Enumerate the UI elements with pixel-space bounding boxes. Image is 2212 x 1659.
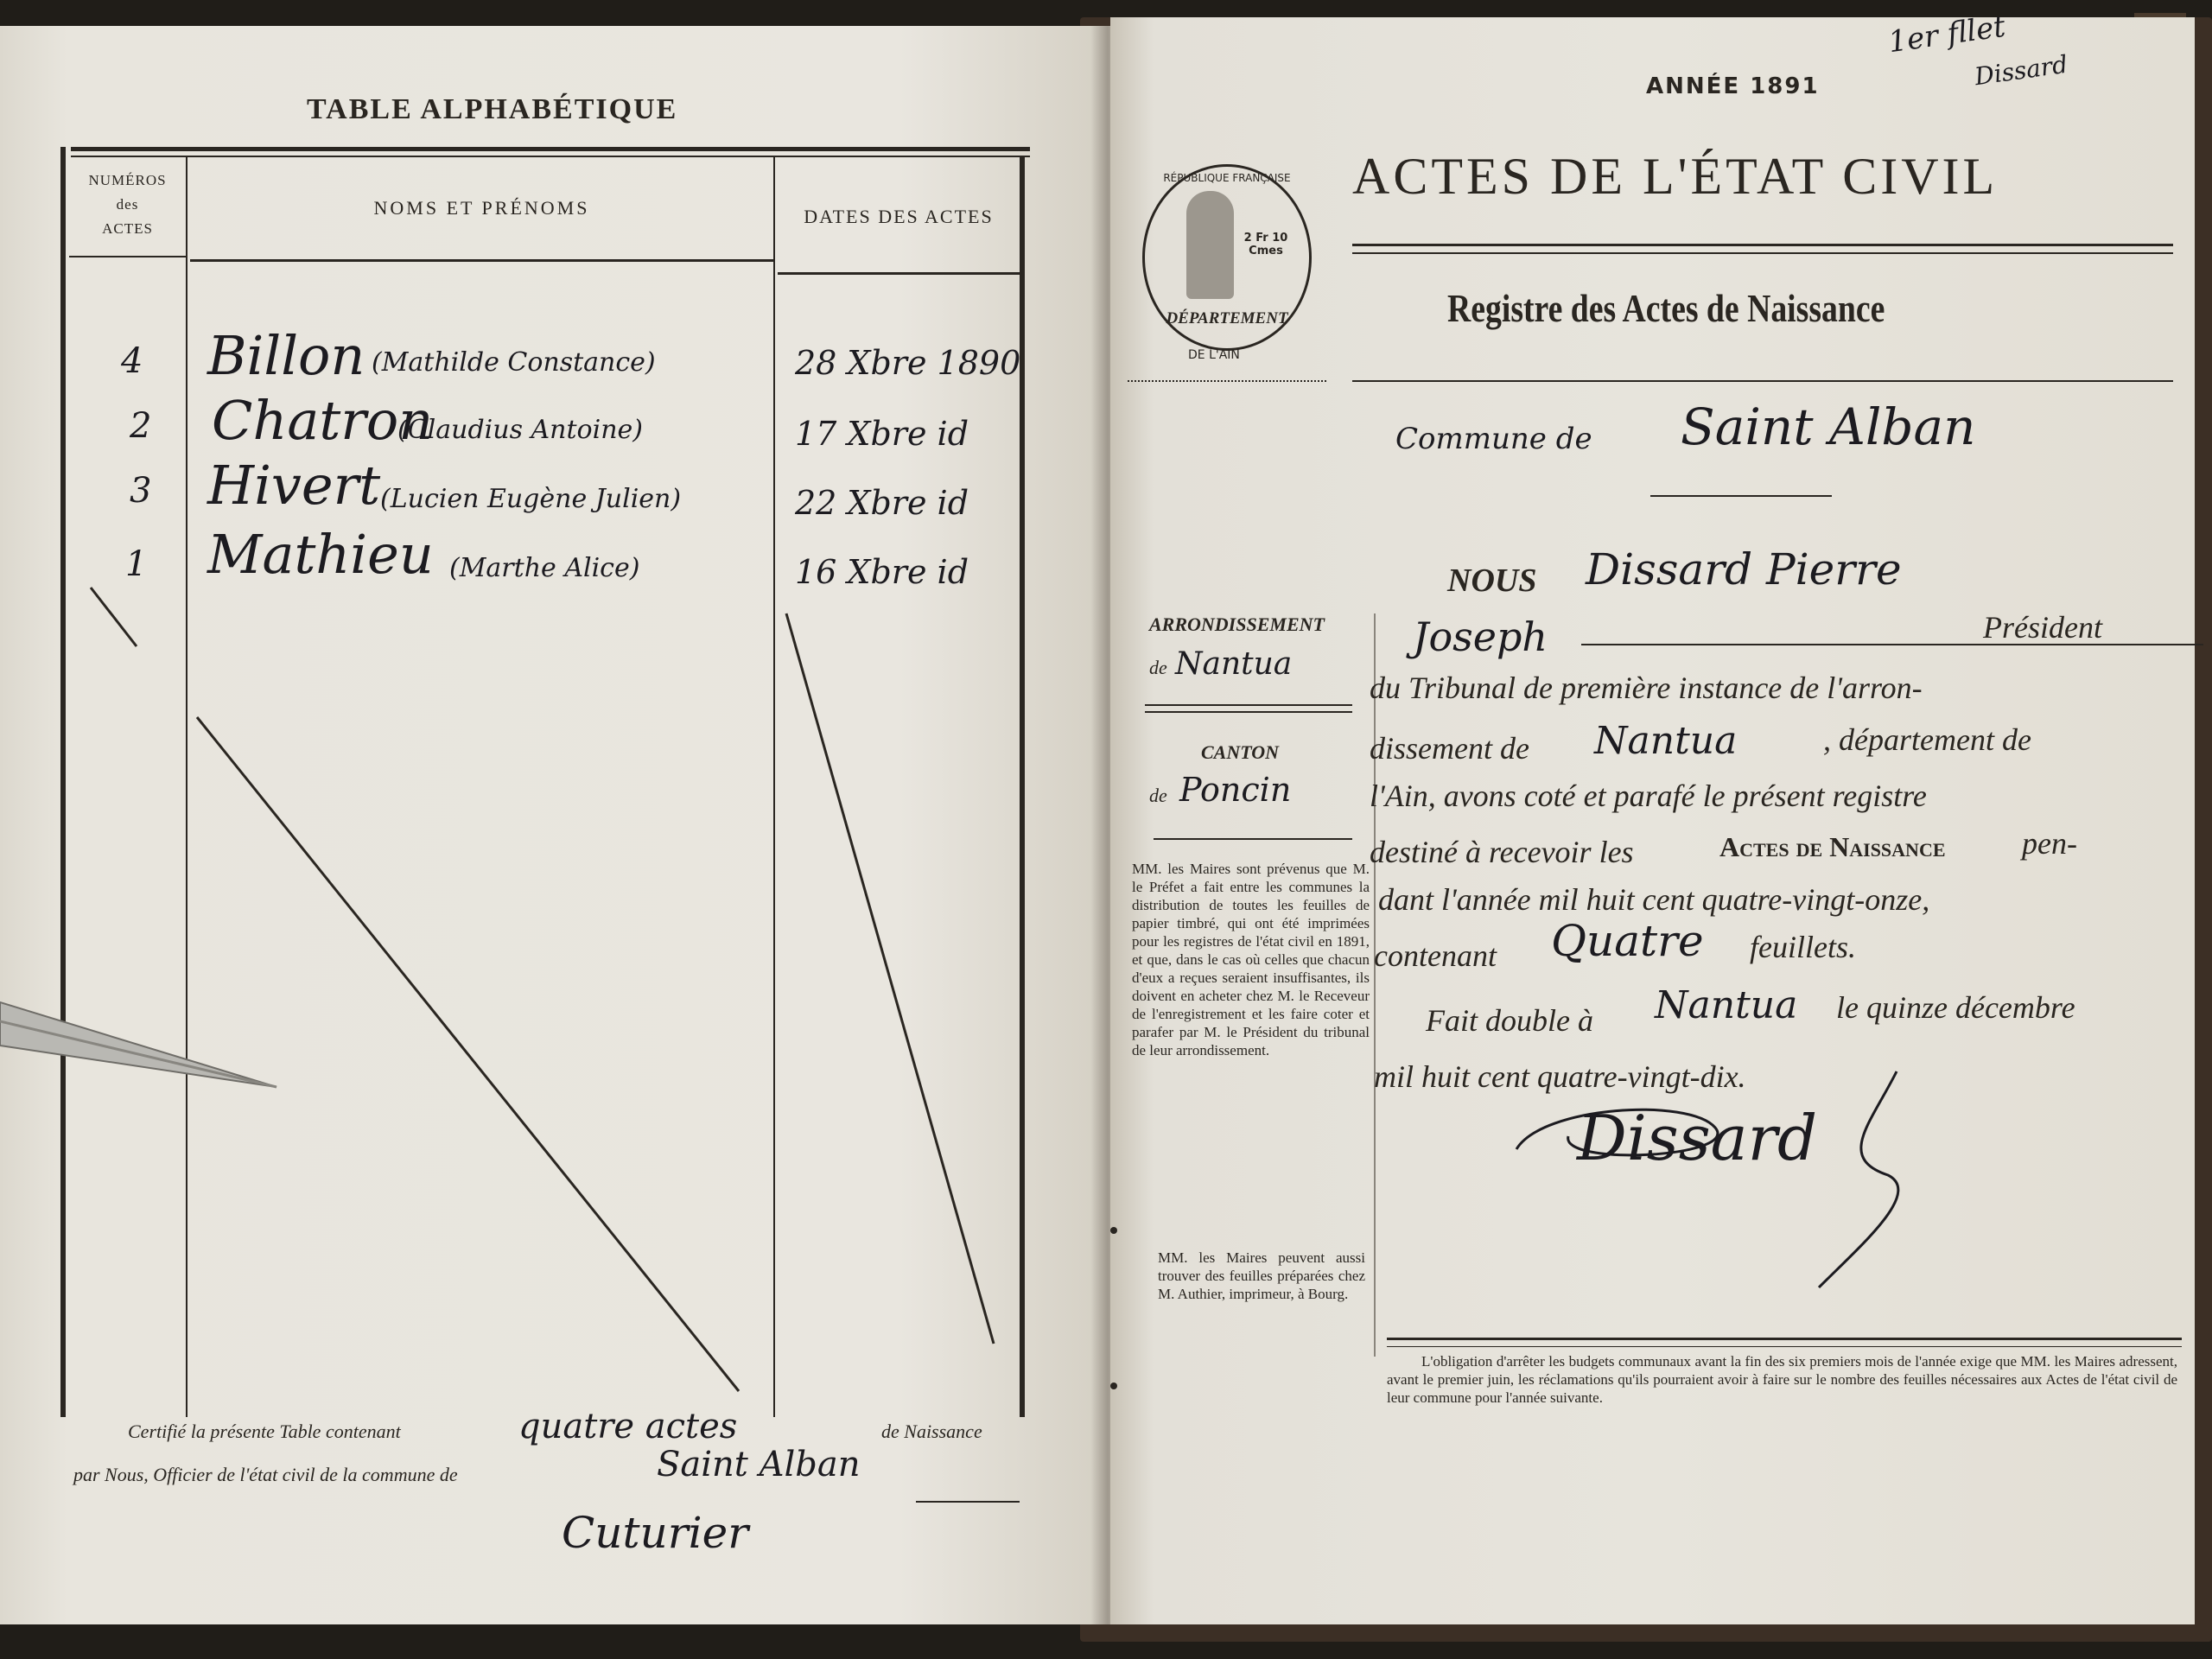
- stamp-value: 2 Fr 10 Cmes: [1243, 232, 1288, 257]
- arrondissement-label: ARRONDISSEMENT: [1149, 613, 1325, 635]
- row-2-name: Chatron: [212, 389, 434, 452]
- corner-note-2: Dissard: [1973, 49, 2069, 92]
- row-3-given: (Lucien Eugène Julien): [380, 484, 682, 514]
- canton-rule: [1154, 838, 1352, 840]
- footer-rule-2: [1387, 1346, 2182, 1347]
- notice-2: MM. les Maires peuvent aussi trouver des feuilles préparées chez M. Authier, imprimeur, à Bourg.: [1158, 1249, 1365, 1302]
- body-fill-rule: [1581, 644, 2203, 645]
- canton-hand: Poncin: [1179, 771, 1292, 809]
- arrondissement-rule-2: [1145, 711, 1352, 713]
- corner-note-1: 1er fllet: [1885, 9, 2008, 60]
- body-line8-suffix: le quinze décembre: [1836, 990, 2075, 1025]
- row-3-name: Hivert: [207, 454, 381, 517]
- title-rule: [1352, 244, 2173, 246]
- register-title: Registre des Actes de Naissance: [1447, 286, 1885, 330]
- body-signature: Dissard: [1577, 1102, 1818, 1174]
- body-line6: dant l'année mil huit cent quatre-vingt-onze,: [1378, 882, 1930, 917]
- body-line3-hand: Nantua: [1594, 719, 1738, 763]
- body-line3-suffix: , département de: [1823, 722, 2031, 757]
- body-line4: l'Ain, avons coté et parafé le présent registre: [1370, 779, 1927, 813]
- commune-rule: [1650, 495, 1832, 497]
- footer-notice: L'obligation d'arrêter les budgets communaux avant la fin des six premiers mois de l'année exige que MM. les Maires adressent, avant le premier juin, les réclamations qu'ils pourraient avoir à faire sur le nombre des feuilles nécessaires aux Actes de l'état civil de leur commune pour l'année suivante.: [1387, 1353, 2177, 1406]
- body-line7-suffix: feuillets.: [1750, 930, 1856, 964]
- body-line5-suffix: pen-: [2022, 826, 2077, 861]
- sidebar-divider: [1374, 613, 1376, 1357]
- row-1-date: 28 Xbre 1890: [795, 344, 1021, 382]
- right-page: [1110, 9, 2195, 1624]
- signature-flourish: [1491, 1054, 1974, 1305]
- strike-lines: [0, 26, 1123, 1624]
- cert-line2-hand: Saint Alban: [657, 1445, 861, 1484]
- cert-signature: Cuturier: [562, 1508, 749, 1558]
- row-1-num: 4: [121, 341, 143, 381]
- cert-line1-prefix: Certifié la présente Table contenant: [128, 1421, 401, 1442]
- body-nous-hand: Dissard Pierre: [1586, 544, 1902, 594]
- commune-prefix: Commune de: [1395, 422, 1592, 456]
- row-4-date: 16 Xbre id: [795, 553, 969, 591]
- body-line7-prefix: contenant: [1374, 938, 1497, 973]
- stamp-dept: DÉPARTEMENT: [1166, 309, 1288, 327]
- stamp-figure: [1186, 191, 1234, 299]
- body-line9: mil huit cent quatre-vingt-dix.: [1374, 1059, 1746, 1094]
- body-nous: NOUS: [1447, 563, 1537, 599]
- register-rule: [1352, 380, 2173, 382]
- row-3-date: 22 Xbre id: [795, 484, 969, 522]
- row-4-num: 1: [125, 544, 148, 584]
- header-numeros-l3: ACTES: [102, 220, 153, 237]
- cert-line1-suffix: de Naissance: [881, 1421, 982, 1442]
- stamp-rule: [1128, 380, 1326, 385]
- footer-rule-1: [1387, 1338, 2182, 1340]
- cert-line1-hand: quatre actes: [518, 1407, 738, 1446]
- title-rule-thin: [1352, 252, 2173, 254]
- arrondissement-hand: Nantua: [1175, 646, 1293, 682]
- fiscal-stamp: [1142, 164, 1312, 351]
- body-president: Président: [1983, 610, 2102, 645]
- row-1-given: (Mathilde Constance): [372, 347, 656, 378]
- body-line7-hand: Quatre: [1551, 916, 1704, 966]
- body-line5-prefix: destiné à recevoir les: [1370, 835, 1634, 869]
- pointer-tool: [0, 976, 294, 1115]
- body-line8-hand: Nantua: [1655, 983, 1798, 1027]
- body-line2: du Tribunal de première instance de l'arron-: [1370, 671, 1923, 705]
- canton-prefix: de: [1149, 785, 1167, 806]
- row-1-name: Billon: [207, 324, 365, 387]
- header-dates: DATES DES ACTES: [804, 206, 994, 227]
- commune-hand: Saint Alban: [1681, 397, 1976, 456]
- row-4-given: (Marthe Alice): [449, 553, 640, 583]
- row-4-name: Mathieu: [207, 523, 434, 586]
- binding-stitch-1: [1110, 1227, 1117, 1234]
- arrondissement-rule-1: [1145, 704, 1352, 706]
- body-line8-prefix: Fait double à: [1426, 1003, 1593, 1038]
- body-nous-hand-2: Joseph: [1413, 613, 1548, 660]
- year: ANNÉE 1891: [1646, 73, 1820, 99]
- stamp-ring-text: RÉPUBLIQUE FRANÇAISE: [1163, 172, 1291, 184]
- row-3-num: 3: [130, 471, 152, 511]
- canton-label: CANTON: [1201, 741, 1280, 763]
- header-numeros-l1: NUMÉROS: [88, 172, 167, 188]
- arrondissement-prefix: de: [1149, 657, 1167, 678]
- binding-stitch-2: [1110, 1382, 1117, 1389]
- header-numeros-l2: des: [116, 196, 139, 213]
- body-line5-caps: Actes de Naissance: [1719, 831, 1946, 862]
- row-2-date: 17 Xbre id: [795, 415, 969, 453]
- table-title: TABLE ALPHABÉTIQUE: [307, 93, 678, 125]
- header-noms: NOMS ET PRÉNOMS: [373, 197, 590, 219]
- body-line3-prefix: dissement de: [1370, 731, 1529, 766]
- row-2-num: 2: [130, 406, 152, 446]
- stamp-dept2: DE L'AIN: [1188, 348, 1240, 362]
- notice-1: MM. les Maires sont prévenus que M. le Préfet a fait entre les communes la distribution de toutes les feuilles de papier timbré, qui ont été imprimées pour les registres de l'état civil en 1891, et que, dans le cas où celles que chacun d'eux a reçues seraient insuffisantes, ils doivent en acheter chez M. le Receveur de l'enregistrement et les faire coter et parafer par M. le Président du tribunal de leur arrondissement.: [1132, 861, 1370, 1058]
- main-title: ACTES DE L'ÉTAT CIVIL: [1352, 148, 1999, 205]
- left-page: [0, 26, 1123, 1624]
- cert-line2-prefix: par Nous, Officier de l'état civil de la commune de: [73, 1464, 458, 1485]
- cert-line2-rule: [916, 1501, 1020, 1503]
- row-2-given: (Claudius Antoine): [397, 415, 643, 445]
